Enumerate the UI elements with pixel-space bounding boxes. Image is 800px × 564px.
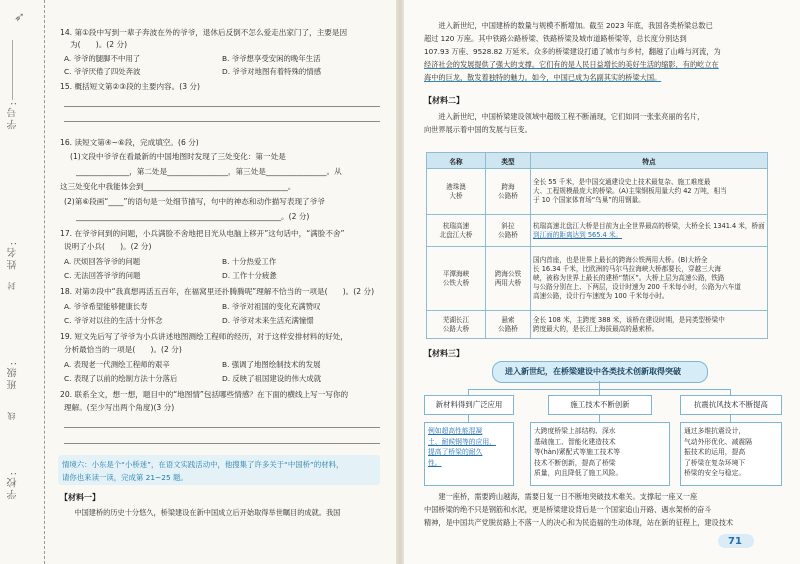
bridge-type: 公路桥 xyxy=(498,191,518,200)
q16-line3: 这三处变化中我能体会到______________________________________。 xyxy=(60,182,296,191)
bridge-type: 两用大桥 xyxy=(494,278,522,287)
bridge-type: 悬索 xyxy=(501,315,515,324)
q14-option-c: C. 爷爷厌倦了四处奔波 xyxy=(64,67,141,76)
bridge-desc: 大、工程规模最庞大的桥梁。(A)主梁钢板用量大约 42 万吨，相当 xyxy=(533,187,727,195)
bridge-type: 公路桥 xyxy=(498,230,518,239)
q14-option-b: B. 爷爷想享受安闲的晚年生活 xyxy=(222,54,321,63)
q19-option-d: D. 反映了祖国建设的伟大成就 xyxy=(222,374,322,383)
page-number: 71 xyxy=(728,536,742,547)
detail-seismic-wind xyxy=(680,422,782,486)
q16-prompt: 16. 读短文第④~⑥段，完成填空。(6 分) xyxy=(60,138,199,147)
bridge-desc: 全长 55 千米，是中国交通建设史上技术最复杂、施工难度最 xyxy=(533,178,711,186)
closing-line2: 中国桥梁的绝不只是钢筋和水泥，更是桥梁建设背后是一个国家追山开路、遇水架桥的奋斗 xyxy=(424,505,712,514)
q20-line2: 理解。(至少写出两个角度)(3 分) xyxy=(64,403,175,412)
q16-line2: ______________，第二处是________________，第三处是________________。从 xyxy=(76,167,342,176)
bridge-desc: 与公路分别在上、下两层，设计时速为 200 千米每小时，公路为六车道 xyxy=(533,283,741,291)
material-one-text: 中国建桥的历史十分悠久，桥梁建设在新中国成立后开始取得举世瞩目的成就。我国 xyxy=(60,508,341,517)
rocket-icon: ➶ xyxy=(14,10,25,25)
q17-option-d: D. 工作十分疲惫 xyxy=(222,271,277,280)
bridge-name: 芜湖长江 xyxy=(442,315,470,324)
q20-line1: 20. 联系全文，想一想，题目中的“地图情”包括哪些情感？在下面的横线上写一写你的 xyxy=(60,390,349,399)
bridge-desc: 于 10 个国家体育场“鸟巢”的用钢量。 xyxy=(533,196,645,204)
detail-line: 振技术的运用，提高 xyxy=(684,448,746,456)
intro-line4: 经济社会的发展提供了强大的支撑。它们有的是人民日益增长的美好生活的缩影，有的屹立在 xyxy=(424,60,719,69)
q18-option-b: B. 爷爷对祖国的变化充满赞叹 xyxy=(222,302,321,311)
table-header-type: 类型 xyxy=(486,153,531,169)
q14-line1: 14. 第①段中写到一辈子奔波在外的爷爷，退休后反倒不怎么爱走出家门了，主要是因 xyxy=(60,28,348,37)
q16-line1: (1)文段中爷爷在看最新的中国地图时发现了三处变化：第一处是 xyxy=(70,152,286,161)
detail-line: 大跨度桥梁上部结构、深水 xyxy=(534,427,616,435)
id-label: 学号: xyxy=(8,100,19,130)
branch-new-materials: 新材料得到广泛应用 xyxy=(424,395,514,415)
answer-line xyxy=(64,106,380,107)
name-label: 姓名: xyxy=(8,240,19,270)
answer-line xyxy=(64,121,380,122)
q19-line1: 19. 短文先后写了爷爷为小兵讲述地图测绘工程师的经历，对于这样安排材料的好处， xyxy=(60,332,348,341)
detail-line: 气动外形优化、减震隔 xyxy=(684,437,752,446)
material-two-title: 【材料二】 xyxy=(424,96,464,105)
bridge-desc: 长 16.34 千米，比欧洲的马尔马拉海峡大桥都要长，穿越三大海 xyxy=(533,265,721,273)
bridge-desc: 杭瑞高速北盘江大桥是目前为止全世界最高的桥梁，大桥全长 1341.4 米，桥面 xyxy=(533,221,765,230)
table-header-features: 特点 xyxy=(531,153,768,169)
bridge-table xyxy=(426,152,768,339)
connector xyxy=(730,414,731,422)
q18-option-c: C. 爷爷对以往的生活十分怀念 xyxy=(64,316,163,325)
bridge-name: 杭瑞高速 xyxy=(442,221,470,230)
q17-line1: 17. 在爷爷问到的问题，小兵满脸不舍地把目光从电脑上移开”这句话中，“满脸不舍” xyxy=(60,229,345,238)
q18-option-d: D. 爷爷对未来生活充满憧憬 xyxy=(222,316,314,325)
q17-option-b: B. 十分热爱工作 xyxy=(222,257,277,266)
detail-line: 通过多维抗震设计， xyxy=(684,427,746,435)
table-row xyxy=(427,215,768,247)
cut-line xyxy=(12,40,13,100)
answer-line xyxy=(64,427,380,428)
q14-line2: 为( )。(2 分) xyxy=(70,40,128,49)
bridge-desc: 跨度最大的，是长江上海拔最高的悬索桥。 xyxy=(533,324,659,333)
detail-construction-tech xyxy=(530,422,670,486)
q18-option-a: A. 爷爷希望能够健康长寿 xyxy=(64,302,148,311)
detail-line: 桥梁的安全与稳定。 xyxy=(684,469,746,477)
q17-option-c: C. 无法回答爷爷的问题 xyxy=(64,271,141,280)
q17-option-a: A. 厌烦回答爷爷的问题 xyxy=(64,257,141,266)
bridge-name: 公铁大桥 xyxy=(442,278,470,287)
bridge-name: 公路大桥 xyxy=(442,324,470,333)
material-one-title: 【材料一】 xyxy=(60,493,100,502)
bridge-type: 斜拉 xyxy=(501,221,515,230)
detail-line: 技术不断创新，提高了桥梁 xyxy=(534,458,616,467)
seal-mark: 封 xyxy=(7,280,16,290)
branch-construction-tech: 施工技术不断创新 xyxy=(548,395,652,415)
class-label: 班级: xyxy=(8,360,19,390)
bridge-desc: 国内首座，也是世界上最长的跨海公铁两用大桥。(B)大桥全 xyxy=(533,256,708,264)
q14-option-a: A. 爷爷的腿脚不中用了 xyxy=(64,54,141,63)
detail-new-materials xyxy=(424,422,514,486)
bridge-type: 跨海 xyxy=(501,182,515,191)
closing-line3: 精神，是中国共产党脱贫路上不落一人的决心和为民造福的生动体现，站在新的征程上，建设技术 xyxy=(424,518,734,527)
q16-line5: ______________________________________________________。(2 分) xyxy=(76,212,310,221)
bridge-name: 北盘江大桥 xyxy=(439,230,473,239)
q16-line4: (2)第⑥段画“____”的语句是一处细节描写，句中的神态和动作描写表现了爷爷 xyxy=(64,197,325,206)
connector xyxy=(468,414,469,422)
detail-line: 质量，向且降低了施工风险。 xyxy=(534,469,623,477)
table-row xyxy=(427,169,768,215)
bridge-type: 跨海公铁 xyxy=(494,269,522,278)
connector xyxy=(599,381,600,389)
scenario-line2: 请你也来读一读，完成第 21~25 题。 xyxy=(62,473,188,482)
table-row xyxy=(427,311,768,339)
detail-line: 等(hàn)紧配式等施工技术等 xyxy=(534,448,621,456)
bridge-desc: 到江面的距离达到 565.4 米。 xyxy=(533,230,623,239)
detail-line: 基础施工、智能化建造技术 xyxy=(534,437,616,446)
bridge-name: 大桥 xyxy=(449,191,463,200)
q17-line2: 说明了小兵( )。(2 分) xyxy=(64,242,152,251)
bridge-type: 公路桥 xyxy=(498,324,518,333)
intro-line3: 107.93 万座、9528.82 万延米。众多的桥梁建设打通了城市与乡村，翻越了山峰与河流，为 xyxy=(424,47,721,56)
q19-option-c: C. 表现了以前的绘制方法十分落后 xyxy=(64,374,178,383)
connector xyxy=(599,414,600,422)
bridge-desc: 高速公路，设计行车速度为 100 千米每小时。 xyxy=(533,292,669,300)
closing-line1: 建一座桥，需要跨山越海，需要日复一日不断地突破技术难关。支撑起一座又一座 xyxy=(424,492,698,501)
bridge-name: 平潭海峡 xyxy=(442,269,470,278)
line-mark: 线 xyxy=(7,410,16,420)
detail-line: 了桥梁在复杂环境下 xyxy=(684,458,746,467)
table-row xyxy=(427,247,768,311)
detail-line: 性。 xyxy=(428,458,442,467)
q14-option-d: D. 爷爷对地图有着特殊的情感 xyxy=(222,67,322,76)
intro-line1: 进入新世纪，中国建桥的数量与规模不断增加。截至 2023 年底，我国各类桥梁总数已 xyxy=(424,21,713,30)
branch-seismic-wind: 抗震抗风技术不断提高 xyxy=(680,395,782,415)
innovation-banner-text: 进入新世纪，在桥梁建设中各类技术创新取得突破 xyxy=(505,367,681,376)
detail-line: 例如超高性能混凝 xyxy=(428,427,483,435)
table-header-name: 名称 xyxy=(427,153,486,169)
detail-line: 土、耐候钢等的应用， xyxy=(428,437,496,446)
q19-line2: 分析最恰当的一项是( )。(2 分) xyxy=(64,345,182,354)
q19-option-b: B. 强调了地图绘制技术的发展 xyxy=(222,360,321,369)
q18-prompt: 18. 对第⑦段中“我真想再活五百年，在福窝里还扑腾腾呢”理解不恰当的一项是( )。(2 分) xyxy=(60,287,375,296)
q19-option-a: A. 表现老一代测绘工程师的艰辛 xyxy=(64,360,170,369)
school-label: 学校: xyxy=(8,470,19,500)
detail-line: 提高了桥梁的耐久 xyxy=(428,448,483,456)
material-two-line2: 向世界展示着中国的发展与巨变。 xyxy=(424,125,532,134)
intro-line2: 超过 120 万座。其中铁路公路桥梁、铁路桥梁及城市道路桥梁等，总长度分别达到 xyxy=(424,34,687,43)
q15-prompt: 15. 概括短文第②③段的主要内容。(3 分) xyxy=(60,82,200,91)
scenario-line1: 情境六：小东是个“小桥迷”，在语文实践活动中，他搜集了许多关于“中国桥”的材料， xyxy=(62,460,344,469)
bridge-desc: 全长 108 米，主跨度 388 米，该桥在建设时期，是同类型桥梁中 xyxy=(533,315,725,324)
bridge-desc: 峡，被称为世界上最长的建桥“禁区”。大桥上层为高速公路，铁路 xyxy=(533,274,725,282)
material-two-line1: 进入新世纪，中国桥梁建设领域中超级工程不断涌现，它们如同一张张亮丽的名片， xyxy=(424,112,705,121)
answer-line xyxy=(64,443,380,444)
bridge-name: 港珠澳 xyxy=(446,182,466,191)
book-gutter xyxy=(396,0,404,564)
scenario-box xyxy=(58,455,380,485)
material-three-title: 【材料三】 xyxy=(424,349,464,358)
intro-line5: 海中的巨龙，散发着独特的魅力。如今，中国已成为名副其实的桥梁大国。 xyxy=(424,73,662,82)
